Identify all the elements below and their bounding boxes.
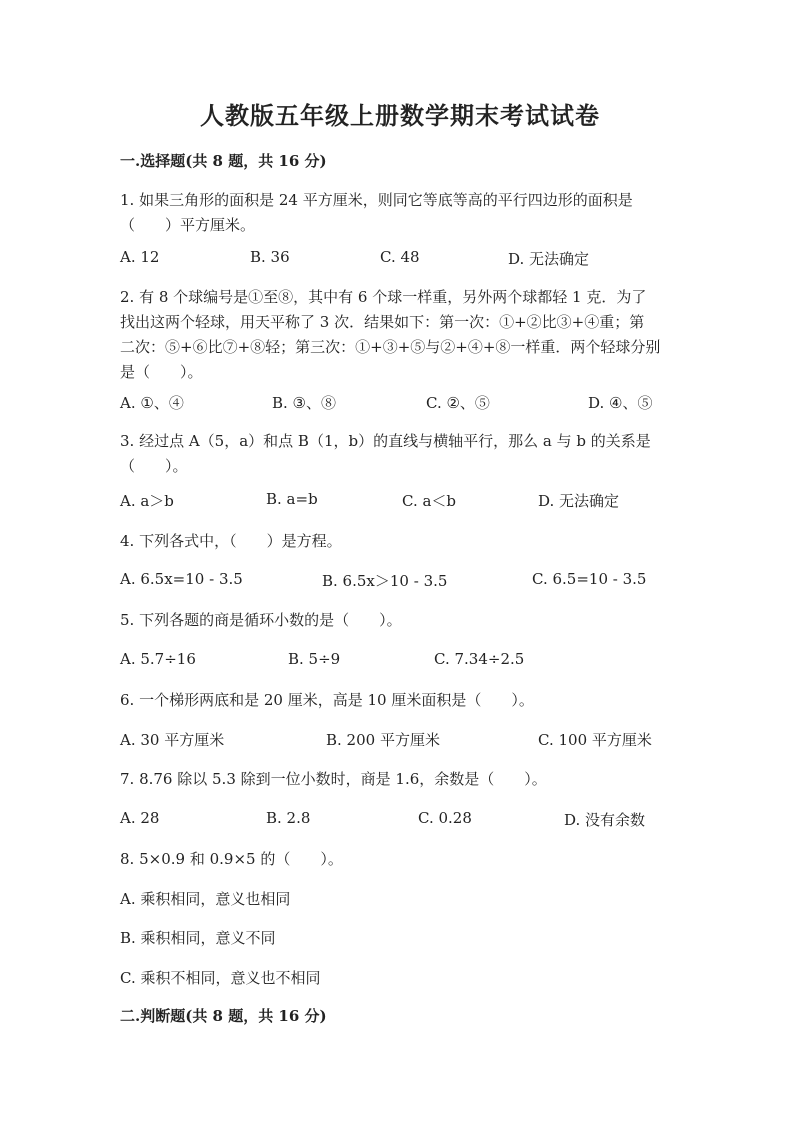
question-line: （ ）平方厘米。 (120, 216, 256, 234)
options-2 (120, 392, 680, 416)
option-a: A. 5.7÷16 (120, 650, 196, 668)
question-3 (120, 429, 680, 479)
option-c: C. a＜b (402, 492, 457, 510)
question-line: 6. 一个梯形两底和是 20 厘米，高是 10 厘米面积是（ ）。 (120, 691, 534, 709)
option-b: B. 2.8 (266, 809, 311, 827)
question-line: （ ）。 (120, 457, 188, 475)
question-4 (120, 529, 680, 554)
question-line: 7. 8.76 除以 5.3 除到一位小数时，商是 1.6，余数是（ ）。 (120, 770, 547, 788)
question-1 (120, 188, 680, 238)
option-d: D. ④、⑤ (588, 394, 653, 412)
option-a: A. 28 (120, 809, 160, 827)
question-line: 8. 5×0.9 和 0.9×5 的（ ）。 (120, 850, 343, 868)
option-d: D. 无法确定 (538, 492, 620, 510)
question-line: 3. 经过点 A（5，a）和点 B（1，b）的直线与横轴平行，那么 a 与 b 的关系是 (120, 432, 651, 450)
question-line: 二次：⑤+⑥比⑦+⑧轻；第三次：①+③+⑤与②+④+⑧一样重．两个轻球分别 (120, 338, 661, 356)
question-line: 2. 有 8 个球编号是①至⑧，其中有 6 个球一样重，另外两个球都轻 1 克．为了 (120, 288, 647, 306)
option-b: B. 乘积相同，意义不同 (120, 929, 276, 947)
option-b: B. a=b (266, 490, 318, 508)
option-b: B. 200 平方厘米 (326, 731, 440, 749)
question-6 (120, 688, 680, 713)
option-a: A. a＞b (120, 492, 174, 510)
option-a: A. 12 (120, 248, 160, 266)
options-7 (120, 809, 680, 833)
options-3 (120, 490, 680, 514)
option-c: C. 7.34÷2.5 (434, 650, 525, 668)
option-a: A. 6.5x=10 - 3.5 (120, 570, 243, 588)
page-title: 人教版五年级上册数学期末考试试卷 (200, 101, 600, 130)
option-c: C. 48 (380, 248, 420, 266)
option-c: C. 乘积不相同，意义也不相同 (120, 969, 321, 987)
options-6 (120, 729, 680, 753)
section-heading-judgement: 二.判断题(共 8 题，共 16 分) (120, 1007, 327, 1025)
option-d: D. 无法确定 (508, 250, 590, 268)
option-a: A. ①、④ (120, 394, 184, 412)
option-c: C. 6.5=10 - 3.5 (532, 570, 647, 588)
question-8 (120, 847, 680, 872)
question-line: 4. 下列各式中，（ ）是方程。 (120, 532, 342, 550)
options-5 (120, 650, 680, 674)
question-2 (120, 285, 680, 385)
option-c: C. 100 平方厘米 (538, 731, 652, 749)
option-b: B. 5÷9 (288, 650, 341, 668)
section-heading-choice: 一.选择题(共 8 题，共 16 分) (120, 152, 327, 170)
option-a: A. 乘积相同，意义也相同 (120, 890, 291, 908)
question-line: 5. 下列各题的商是循环小数的是（ ）。 (120, 611, 402, 629)
options-1 (120, 248, 680, 272)
option-c: C. ②、⑤ (426, 394, 490, 412)
question-line: 找出这两个轻球，用天平称了 3 次．结果如下：第一次：①+②比③+④重；第 (120, 313, 645, 331)
question-5 (120, 608, 680, 633)
option-c: C. 0.28 (418, 809, 472, 827)
question-7 (120, 767, 680, 792)
option-d: D. 没有余数 (564, 811, 646, 829)
option-b: B. 36 (250, 248, 290, 266)
options-4 (120, 570, 680, 594)
option-a: A. 30 平方厘米 (120, 731, 225, 749)
option-b: B. 6.5x＞10 - 3.5 (322, 572, 448, 590)
question-line: 是（ ）。 (120, 363, 203, 381)
option-b: B. ③、⑧ (272, 394, 337, 412)
question-line: 1. 如果三角形的面积是 24 平方厘米，则同它等底等高的平行四边形的面积是 (120, 191, 633, 209)
